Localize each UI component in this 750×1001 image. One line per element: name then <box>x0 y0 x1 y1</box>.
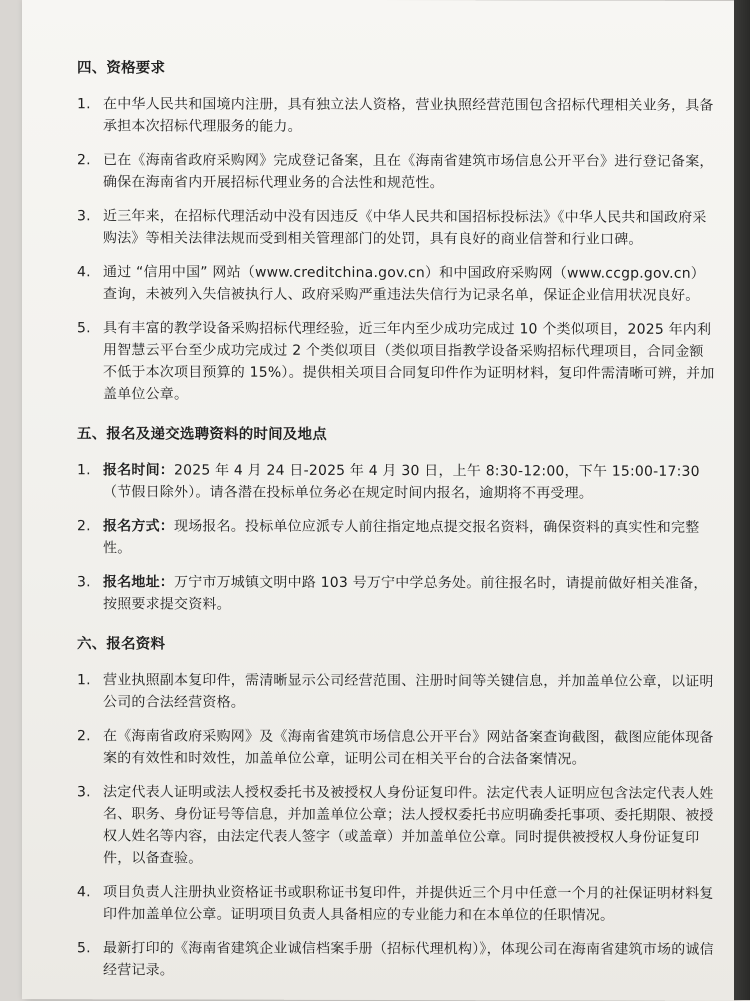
list-item <box>77 781 717 871</box>
item-number: 3. <box>77 784 91 801</box>
list-item <box>77 459 717 505</box>
list-item <box>77 317 717 407</box>
list-item <box>77 669 717 715</box>
item-number: 2. <box>77 728 91 745</box>
item-lead: 报名方式： <box>103 518 174 535</box>
item-text: 近三年来，在招标代理活动中没有因违反《中华人民共和国招标投标法》《中华人民共和国政府采购法》等相关法律法规而受到相关管理部门的处罚，具有良好的商业信誉和行业口碑。 <box>103 208 707 248</box>
list-item <box>77 205 717 251</box>
list-item <box>77 93 717 139</box>
item-lead: 报名时间： <box>103 462 174 479</box>
section-title: 六、报名资料 <box>77 636 166 653</box>
item-text: 最新打印的《海南省建筑企业诚信档案手册（招标代理机构）》，体现公司在海南省建筑市场的诚信经营记录。 <box>103 940 714 979</box>
item-number: 1. <box>77 96 91 113</box>
section-title: 四、资格要求 <box>77 60 166 77</box>
item-text <box>103 571 717 617</box>
item-number: 1. <box>77 462 91 479</box>
list-item <box>77 149 717 195</box>
section-registration-materials <box>77 633 717 983</box>
item-number: 4. <box>77 264 91 281</box>
item-text: 具有丰富的教学设备采购招标代理经验，近三年内至少成功完成过 10 个类似项目，2025 年内利用智慧云平台至少成功完成过 2 个类似项目（类似项目指教学设备采购招标代理项目，合同金额不低于本次项目预算的 15%）。提供相关项目合同复印件作为证明材料，复印件需清晰可辨，并加盖单位公章。 <box>103 320 715 403</box>
item-body: 2025 年 4 月 24 日-2025 年 4 月 30 日，上午 8:30-12:00，下午 15:00-17:30（节假日除外）。请各潜在投标单位务必在规定时间内报名，逾期将不再受理。 <box>103 462 700 502</box>
item-text <box>103 515 717 561</box>
list-item <box>77 261 717 307</box>
background-edge <box>734 0 750 1000</box>
item-number: 3. <box>77 208 91 225</box>
item-text <box>103 459 717 505</box>
item-text: 营业执照副本复印件，需清晰显示公司经营范围、注册时间等关键信息，并加盖单位公章，以证明公司的合法经营资格。 <box>103 672 714 711</box>
item-number: 5. <box>77 320 91 337</box>
item-lead: 报名地址： <box>103 574 174 591</box>
item-number: 3. <box>77 574 91 591</box>
item-number: 2. <box>77 518 91 535</box>
item-body: 现场报名。投标单位应派专人前往指定地点提交报名资料，确保资料的真实性和完整性。 <box>103 518 700 557</box>
section-qualifications <box>77 57 717 407</box>
list-item <box>77 937 717 983</box>
document-body <box>77 57 717 1001</box>
document-page <box>22 0 734 1001</box>
section-registration-time-place <box>77 423 717 617</box>
list-item <box>77 881 717 927</box>
item-body: 万宁市万城镇文明中路 103 号万宁中学总务处。前往报名时，请提前做好相关准备，按照要求提交资料。 <box>103 574 708 613</box>
item-text: 在《海南省政府采购网》及《海南省建筑市场信息公开平台》网站备案查询截图，截图应能体现备案的有效性和时效性，加盖单位公章，证明公司在相关平台的合法备案情况。 <box>103 728 714 768</box>
list-item <box>77 515 717 561</box>
item-number: 1. <box>77 672 91 689</box>
item-number: 4. <box>77 884 91 901</box>
item-number: 5. <box>77 940 91 957</box>
item-text: 在中华人民共和国境内注册，具有独立法人资格，营业执照经营范围包含招标代理相关业务，具备承担本次招标代理服务的能力。 <box>103 96 714 135</box>
item-text: 项目负责人注册执业资格证书或职称证书复印件，并提供近三个月中任意一个月的社保证明材料复印件加盖单位公章。证明项目负责人具备相应的专业能力和在本单位的任职情况。 <box>103 884 714 924</box>
item-text: 法定代表人证明或法人授权委托书及被授权人身份证复印件。法定代表人证明应包含法定代表人姓名、职务、身份证号等信息，并加盖单位公章；法人授权委托书应明确委托事项、委托期限、被授权人姓名等内容，由法定代表人签字（或盖章）并加盖单位公章。同时提供被授权人身份证复印件，以备查验。 <box>103 784 714 867</box>
item-text: 已在《海南省政府采购网》完成登记备案，且在《海南省建筑市场信息公开平台》进行登记备案，确保在海南省内开展招标代理业务的合法性和规范性。 <box>103 152 714 192</box>
item-text: 通过 “信用中国” 网站（www.creditchina.gov.cn）和中国政府采购网（www.ccgp.gov.cn）查询，未被列入失信被执行人、政府采购严重违法失信行为记录名单，保证企业信用状况良好。 <box>103 264 705 304</box>
list-item <box>77 725 717 771</box>
section-title: 五、报名及递交选聘资料的时间及地点 <box>77 426 327 443</box>
list-item <box>77 571 717 617</box>
item-number: 2. <box>77 152 91 169</box>
